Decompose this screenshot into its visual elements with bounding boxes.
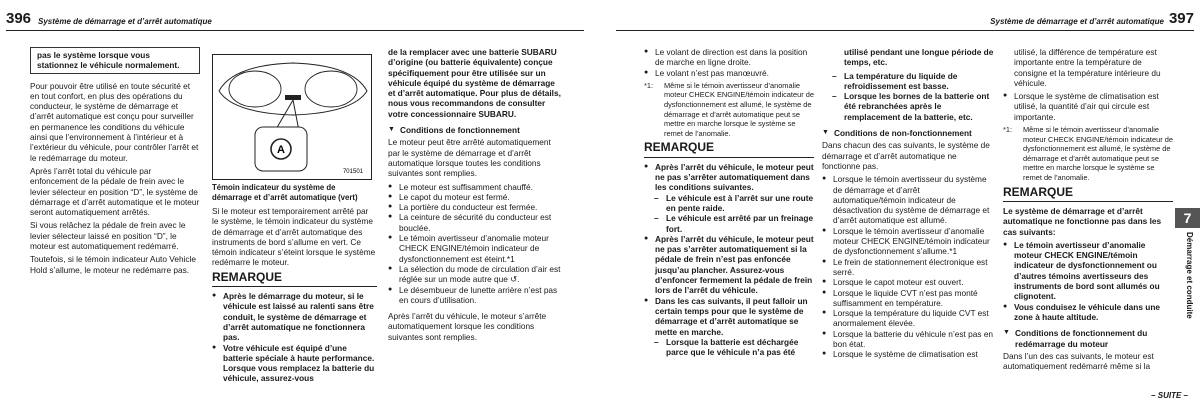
paragraph: Le moteur peut être arrêté automatiquement par le système de démarrage et d’arrêt automatique lorsque toutes les conditions suivantes sont remplies. [388, 137, 551, 179]
list-item: ● La ceinture de sécurité du conducteur est bouclée. [388, 212, 561, 233]
remarque-title: REMARQUE [212, 269, 283, 284]
remarque-list [1003, 240, 1173, 322]
indicator-figure [212, 54, 372, 180]
list-item: ● La sélection du mode de circulation d’air est réglée sur un mode autre que ↺. [388, 264, 561, 285]
list-item: ● Lorsque la batterie du véhicule n’est pas en bon état. [822, 329, 994, 350]
list-item-text: La sélection du mode de circulation d’air est réglée sur un mode autre que [399, 263, 561, 285]
right-col-3 [1003, 47, 1173, 374]
footnote [1003, 125, 1173, 183]
footnote-text: Même si le témoin avertisseur d’anomalie moteur CHECK ENGINE/témoin indicateur de dysfonctionnement est allumé, le système de démarrage et d’arrêt automatique peut se mettre en marche lorsque le système se remet de l’anomalie. [664, 80, 814, 138]
section-title: ▼ Conditions de fonctionnement [388, 125, 561, 135]
list-item: ● Lorsque le témoin avertisseur d’anomalie moteur CHECK ENGINE/témoin indicateur de dysfonctionnement s’allume.*1 [822, 226, 994, 257]
paragraph: Le système de démarrage et d’arrêt automatique ne fonctionne pas dans les cas suivants: [1003, 205, 1162, 237]
section-title: ▼ Conditions de fonctionnement du redémarrage du moteur [1003, 328, 1173, 349]
right-header [616, 6, 1194, 31]
right-col-2 [822, 47, 994, 363]
chapter-label: Démarrage et conduite [1185, 232, 1194, 319]
left-col-2 [212, 54, 377, 387]
remarque-list [212, 291, 377, 384]
left-header-title: Système de démarrage et d’arrêt automatique [38, 17, 212, 26]
list-item: ● Le capot du moteur est fermé. [388, 192, 561, 202]
non-function-list [822, 174, 994, 359]
remarque-title: REMARQUE [1003, 184, 1074, 199]
dash-item: – La température du liquide de refroidissement est basse. [822, 71, 994, 92]
paragraph: Après l’arrêt total du véhicule par enfoncement de la pédale de frein avec le levier sélecteur en position “D”, le système de démarrage et d’arrêt automatique et le moteur seront automatiquement arrêtés. [30, 165, 200, 218]
list-item: ● Lorsque le système de climatisation est [822, 349, 994, 359]
dash-item: – Le véhicule est à l’arrêt sur une route en pente raide. [644, 193, 814, 214]
remarque-title: REMARQUE [644, 140, 715, 155]
list-item: ● Lorsque le liquide CVT n’est pas monté suffisamment en température. [822, 288, 994, 309]
recirculation-icon: ↺ [510, 274, 518, 285]
dash-list [822, 71, 994, 122]
list-item: ● Le désembueur de lunette arrière n’est pas en cours d’utilisation. [388, 285, 561, 306]
list-item: ● Le témoin avertisseur d’anomalie moteur CHECK ENGINE/témoin indicateur de dysfonctionnement est éteint.*1 [388, 233, 561, 264]
instrument-cluster-illustration [213, 55, 371, 179]
paragraph: Si le moteur est temporairement arrêté par le système, le témoin indicateur du système de démarrage et d’arrêt automatique des instruments de bord s’allume en vert. Ce témoin indicateur s’éteint lorsque le système redémarre le moteur. [212, 206, 376, 268]
list-item: ● Lorsque le témoin avertisseur du système de démarrage et d’arrêt automatique/témoin indicateur de désactivation du système de démarrage et d’arrêt automatique est allumé. [822, 174, 994, 225]
figure-code: 701501 [342, 169, 363, 175]
dash-item: – Le véhicule est arrêté par un freinage fort. [644, 213, 814, 234]
paragraph: Dans chacun des cas suivants, le système de démarrage et d’arrêt automatique ne fonctionne pas. [822, 140, 990, 171]
list-item: ● Le frein de stationnement électronique est serré. [822, 257, 994, 278]
note-box: pas le système lorsque vous stationnez le véhicule normalement. [30, 47, 200, 74]
footnote-mark: *1: [1003, 125, 1013, 135]
conditions-list-cont [644, 47, 814, 78]
paragraph: Dans l’un des cas suivants, le moteur est automatiquement redémarré même si la [1003, 350, 1154, 372]
right-page [600, 0, 1200, 402]
remarque-list [644, 162, 814, 358]
list-item: ● Le moteur est suffisamment chauffé. [388, 182, 561, 192]
list-item: ● Après le démarrage du moteur, si le véhicule est laissé au ralenti sans être conduit, le système de démarrage et d’arrêt automatique ne fonctionnera pas. [212, 291, 377, 342]
dash-item: – Lorsque la batterie est déchargée parce que le véhicule n’a pas été [644, 337, 814, 358]
list-item: ● Lorsque la température du liquide CVT est anormalement élevée. [822, 308, 994, 329]
conditions-list [388, 182, 561, 306]
right-page-number: 397 [1168, 10, 1194, 27]
left-page-number: 396 [6, 10, 32, 27]
footnote-mark: *1: [644, 80, 654, 90]
list [1003, 91, 1173, 122]
dash-item: – Lorsque les bornes de la batterie ont été rebranchées après le remplacement de la batterie, etc. [822, 91, 994, 122]
svg-text:A: A [277, 144, 285, 156]
list-item: ● La portière du conducteur est fermée. [388, 202, 561, 212]
left-col-1 [30, 47, 200, 278]
paragraph: Pour pouvoir être utilisé en toute sécurité et en tout confort, en plus des opérations du conducteur, le système de démarrage et d’arrêt automatique est conçu pour surveiller en permanence les conditions du véhicule ainsi que l’environnement à l’intérieur et à l’extérieur du véhicule, pour contrôler l’arrêt et le redémarrage du moteur. [30, 80, 199, 163]
chapter-tab: 7 [1175, 208, 1200, 228]
list-item: ● Dans les cas suivants, il peut falloir un certain temps pour que le système de démarrage et d’arrêt automatique se mette en marche. [644, 296, 814, 337]
list-item: ● Après l’arrêt du véhicule, le moteur peut ne pas s’arrêter automatiquement dans les conditions suivantes. [644, 162, 814, 193]
footnote-text: Même si le témoin avertisseur d’anomalie moteur CHECK ENGINE/témoin indicateur de dysfonctionnement est allumé, le système de démarrage et d’arrêt automatique peut se mettre en marche lorsque le système se remet de l’anomalie. [1023, 125, 1173, 183]
list-item: ● Après l’arrêt du véhicule, le moteur peut ne pas s’arrêter automatiquement si la pédale de frein n’est pas enfoncée jusqu’au plancher. Assurez-vous d’enfoncer fermement la pédale de frein lors de l’arrêt du véhicule. [644, 234, 814, 296]
list-item: ● Lorsque le capot moteur est ouvert. [822, 277, 994, 287]
list-item: ● Votre véhicule est équipé d’une batterie spéciale à haute performance. Lorsque vous remplacez la batterie du véhicule, assurez-vous [212, 343, 377, 384]
figure-caption: Témoin indicateur du système de démarrage et d’arrêt automatique (vert) [212, 183, 358, 202]
suite-label: – SUITE – [1151, 391, 1188, 400]
right-header-title: Système de démarrage et d’arrêt automatique [990, 17, 1164, 26]
left-col-3 [388, 47, 561, 345]
list-item: ● Le volant n’est pas manœuvré. [644, 68, 814, 78]
right-col-1 [644, 47, 814, 360]
paragraph: Si vous relâchez la pédale de frein avec le levier sélecteur laissé en position “D”, le moteur est automatiquement redémarré. [30, 220, 186, 252]
footnote [644, 81, 814, 139]
paragraph: de la remplacer avec une batterie SUBARU d’origine (ou batterie équivalente) conçue spécifiquement pour être utilisée sur un véhicule équipé du système de démarrage et d’arrêt automatique. Pour plus de détails, nous vous recommandons de consulter votre concessionnaire SUBARU. [388, 47, 561, 119]
paragraph: Toutefois, si le témoin indicateur Auto Vehicle Hold s’allume, le moteur ne redémarre pas. [30, 254, 197, 275]
list-item: ● Vous conduisez le véhicule dans une zone à haute altitude. [1003, 302, 1173, 323]
paragraph: Après l’arrêt du véhicule, le moteur s’arrête automatiquement lorsque les conditions suivantes sont remplies. [388, 311, 547, 342]
list-item: ● Lorsque le système de climatisation est utilisé, la quantité d’air qui circule est importante. [1003, 91, 1173, 122]
paragraph: utilisé pendant une longue période de temps, etc. [844, 47, 994, 68]
paragraph: utilisé, la différence de température est importante entre la température de consigne et la température intérieure du véhicule. [1014, 47, 1161, 88]
left-header [6, 6, 584, 31]
list-item: ● Le témoin avertisseur d’anomalie moteur CHECK ENGINE/témoin indicateur de dysfonctionnement ou d’autres témoins avertisseurs des instruments de bord sont allumés ou clignotent. [1003, 240, 1173, 302]
list-item: ● Le volant de direction est dans la position de marche en ligne droite. [644, 47, 814, 68]
section-title: ▼ Conditions de non-fonctionnement [822, 128, 994, 138]
